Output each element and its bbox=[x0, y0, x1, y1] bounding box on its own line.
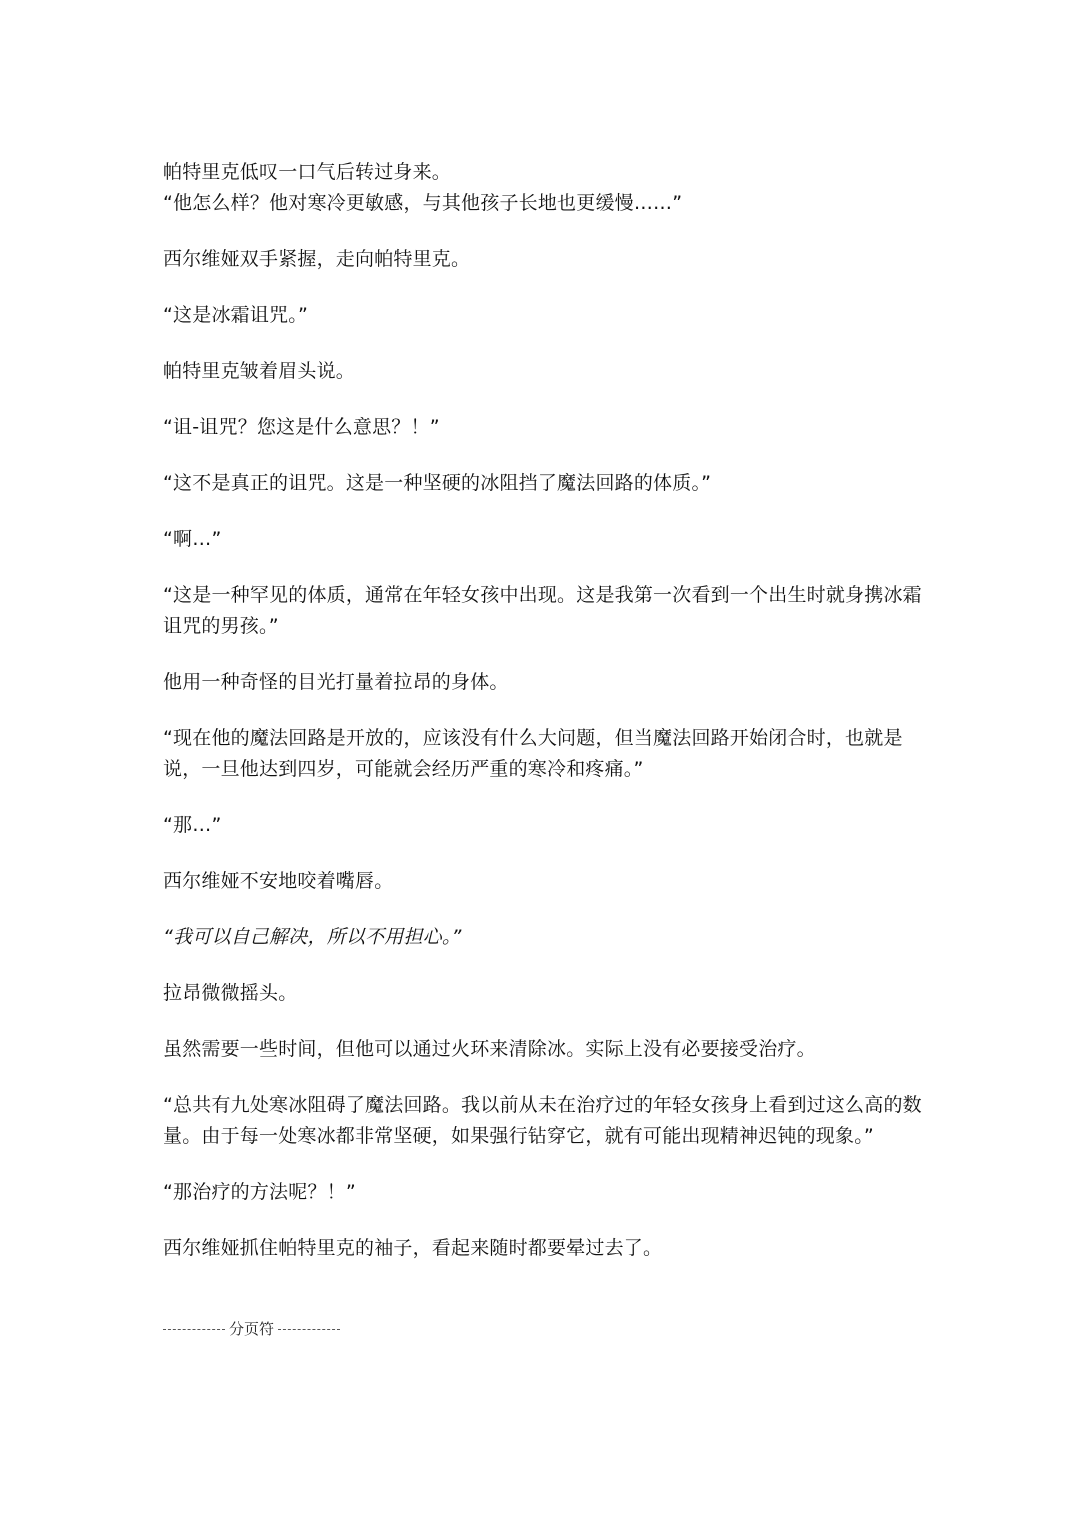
paragraph: “这是一种罕见的体质，通常在年轻女孩中出现。这是我第一次看到一个出生时就身携冰霜诅咒的男孩。” bbox=[163, 584, 922, 637]
paragraph: 帕特里克低叹一口气后转过身来。 “他怎么样？他对寒冷更敏感，与其他孩子长地也更缓慢……” bbox=[163, 161, 683, 214]
paragraph: 西尔维娅双手紧握，走向帕特里克。 bbox=[163, 248, 471, 270]
paragraph: 西尔维娅不安地咬着嘴唇。 bbox=[163, 870, 394, 892]
page-break bbox=[163, 1318, 340, 1340]
page-break-line-right bbox=[278, 1329, 340, 1330]
paragraph: “啊…” bbox=[163, 528, 222, 550]
paragraph: “现在他的魔法回路是开放的，应该没有什么大问题，但当魔法回路开始闭合时，也就是说，一旦他达到四岁，可能就会经历严重的寒冷和疼痛。” bbox=[163, 727, 903, 780]
paragraph: “这是冰霜诅咒。” bbox=[163, 304, 308, 326]
document-body bbox=[163, 157, 923, 1289]
paragraph: 西尔维娅抓住帕特里克的袖子，看起来随时都要晕过去了。 bbox=[163, 1237, 663, 1259]
paragraph: 他用一种奇怪的目光打量着拉昂的身体。 bbox=[163, 671, 509, 693]
italic-paragraph: “我可以自己解决，所以不用担心。” bbox=[163, 926, 462, 948]
paragraph: 拉昂微微摇头。 bbox=[163, 982, 298, 1004]
paragraph: 帕特里克皱着眉头说。 bbox=[163, 360, 356, 382]
paragraph: “那…” bbox=[163, 814, 222, 836]
paragraph: “诅-诅咒？您这是什么意思？！” bbox=[163, 416, 440, 438]
paragraph: “那治疗的方法呢？！” bbox=[163, 1181, 356, 1203]
paragraph: “这不是真正的诅咒。这是一种坚硬的冰阻挡了魔法回路的体质。” bbox=[163, 472, 712, 494]
paragraph: “总共有九处寒冰阻碍了魔法回路。我以前从未在治疗过的年轻女孩身上看到过这么高的数量。由于每一处寒冰都非常坚硬，如果强行钻穿它，就有可能出现精神迟钝的现象。” bbox=[163, 1094, 922, 1147]
paragraph: 虽然需要一些时间，但他可以通过火环来清除冰。实际上没有必要接受治疗。 bbox=[163, 1038, 816, 1060]
page-break-line-left bbox=[163, 1329, 225, 1330]
page-break-label: 分页符 bbox=[229, 1320, 275, 1338]
